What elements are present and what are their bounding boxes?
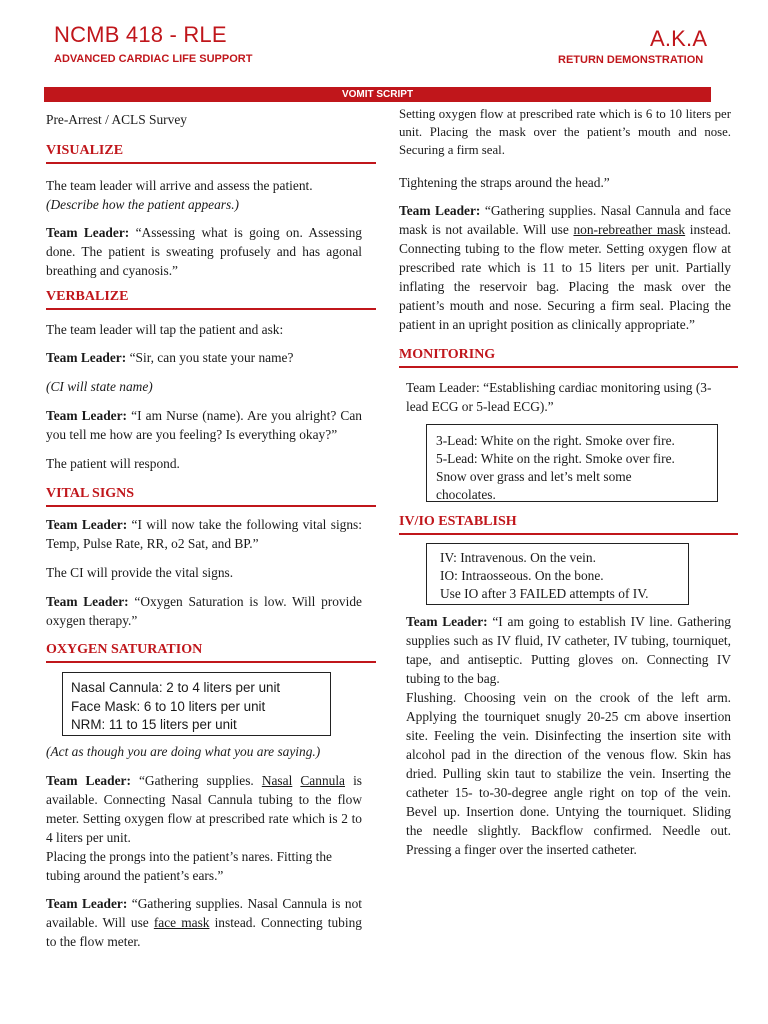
document-title: NCMB 418 - RLE [54,22,227,47]
ivio-line: Use IO after 3 FAILED attempts of IV. [440,586,649,601]
vital-signs-heading: VITAL SIGNS [46,486,135,501]
patient-respond: The patient will respond. [46,456,180,471]
oxygen-team-leader-1-cont: Placing the prongs into the patient’s nares. Fitting the tubing around the patient’s ears.” [46,849,332,883]
ecg-lead-line: 5-Lead: White on the right. Smoke over fire. [436,451,675,466]
iv-team-leader-cont: Flushing. Choosing vein on the crook of the left arm. Applying the tourniquet snugly 20-25 cm above insertion site. Feeling the vein. Disinfecting the insertion site with alcohol pad in the direction of the venous flow. Skin has dried. Pulling skin taut to stabilize the vein. Inserting the catheter 15- to-30-degree angle right on top of the vein. Bevel up. Insertion done. Untying the tourniquet. Sliding the needle slightly. Backflow confirmed. Needle out. Pressing a finger over the inserted catheter. [406,690,731,857]
ivio-heading: IV/IO ESTABLISH [399,514,517,529]
aka-subtitle: RETURN DEMONSTRATION [558,54,704,66]
vital-team-leader-2: Team Leader: “Oxygen Saturation is low. Will provide oxygen therapy.” [46,594,362,628]
ecg-lead-line: chocolates. [436,487,496,502]
oxygen-device-line: Nasal Cannula: 2 to 4 liters per unit [71,680,281,695]
verbalize-team-leader-1: Team Leader: “Sir, can you state your name? [46,350,294,365]
vital-team-leader-1: Team Leader: “I will now take the following vital signs: Temp, Pulse Rate, RR, o2 Sat, and BP.” [46,517,362,551]
ecg-lead-line: 3-Lead: White on the right. Smoke over fire. [436,433,675,448]
right-column [399,105,731,859]
oxygen-device-line: NRM: 11 to 15 liters per unit [71,717,237,732]
visualize-rule [46,162,376,164]
ecg-lead-box [426,424,718,502]
oxygen-team-leader-2: Team Leader: “Gathering supplies. Nasal Cannula is not available. Will use face mask instead. Connecting tubing to the flow meter. [46,896,362,949]
visualize-heading: VISUALIZE [46,143,124,158]
ivio-line: IV: Intravenous. On the vein. [440,550,596,565]
left-column [46,110,362,951]
oxygen-continuation-2: Tightening the straps around the head.” [399,175,610,190]
oxygen-team-leader-1: Team Leader: “Gathering supplies. Nasal Cannula is available. Connecting Nasal Cannula tubing to the flow meter. Setting oxygen flow at prescribed rate which is 2 to 4 liters per unit. [46,773,362,845]
section-banner: VOMIT SCRIPT [44,87,711,102]
visualize-note: (Describe how the patient appears.) [46,197,240,212]
verbalize-text: The team leader will tap the patient and ask: [46,322,284,337]
verbalize-rule [46,308,376,310]
iv-team-leader: Team Leader: “I am going to establish IV line. Gathering supplies such as IV fluid, IV catheter, IV tubing, tourniquet, tape, and antiseptic. Putting gloves on. Connecting IV tubing to the bag. [406,614,731,686]
ci-note: (CI will state name) [46,379,153,394]
nrm-team-leader: Team Leader: “Gathering supplies. Nasal Cannula and face mask is not available. Will use non-rebreather mask instead. Connecting tubing to the flow meter. Setting oxygen flow at prescribed rate which is 11 to 15 liters per unit. Partially inflating the reservoir bag. Placing the mask over the patient’s mouth and nose. Securing a firm seal. Placing the patient in an upright position as clinically appropriate.” [399,203,732,332]
visualize-team-leader: Team Leader: “Assessing what is going on. Assessing done. The patient is sweating profusely and has agonal breathing and cyanosis.” [46,225,362,278]
act-note: (Act as though you are doing what you are saying.) [46,744,321,759]
ivio-rule [399,533,738,535]
aka-title: A.K.A [650,26,708,51]
ivio-line: IO: Intraosseous. On the bone. [440,568,604,583]
verbalize-team-leader-2: Team Leader: “I am Nurse (name). Are you alright? Can you tell me how are you feeling? Is everything okay?” [46,408,362,442]
ecg-lead-line: Snow over grass and let’s melt some [436,469,632,484]
monitoring-text: Team Leader: “Establishing cardiac monitoring using (3-lead ECG or 5-lead ECG).” [406,380,712,414]
vital-signs-rule [46,505,376,507]
monitoring-rule [399,366,738,368]
document-subtitle: ADVANCED CARDIAC LIFE SUPPORT [54,53,253,65]
oxygen-device-line: Face Mask: 6 to 10 liters per unit [71,698,266,714]
monitoring-heading: MONITORING [399,347,496,362]
survey-intro: Pre-Arrest / ACLS Survey [46,112,187,127]
oxygen-rule [46,661,376,663]
oxygen-continuation: Setting oxygen flow at prescribed rate which is 6 to 10 liters per unit. Placing the mask over the patient’s mouth and nose. Securing a firm seal. [399,107,731,157]
visualize-text: The team leader will arrive and assess the patient. [46,178,313,193]
vital-ci-text: The CI will provide the vital signs. [46,565,234,580]
ivio-box [426,543,689,605]
oxygen-saturation-heading: OXYGEN SATURATION [46,642,203,657]
oxygen-devices-box [62,672,331,736]
verbalize-heading: VERBALIZE [46,289,129,304]
